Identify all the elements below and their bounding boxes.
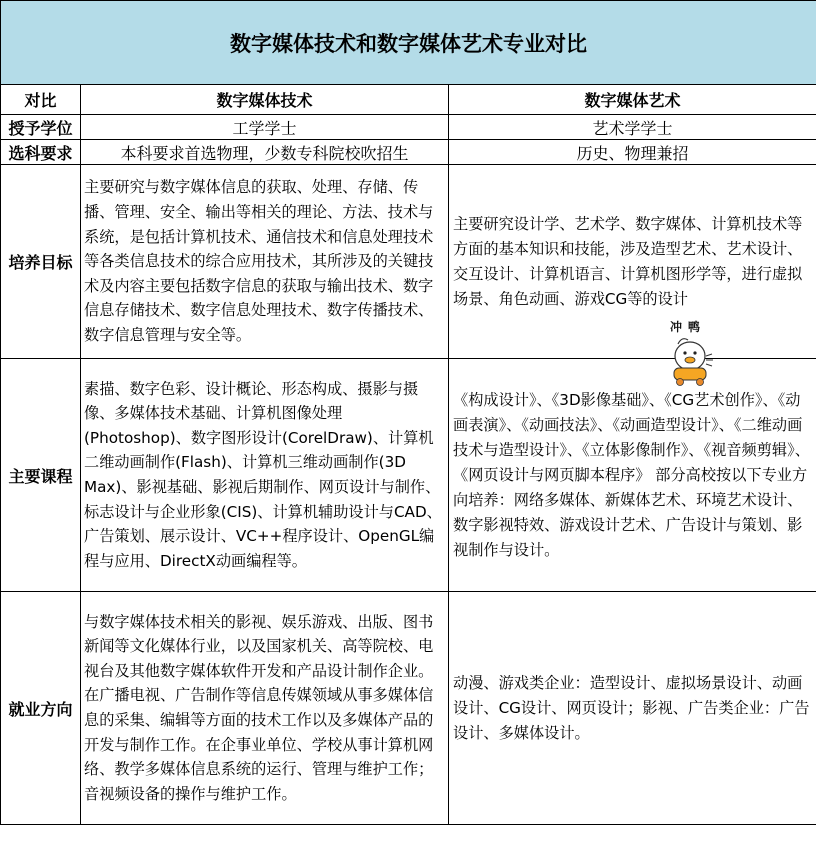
- row-label-job: 就业方向: [1, 592, 81, 825]
- goal-tech: 主要研究与数字媒体信息的获取、处理、存储、传播、管理、安全、输出等相关的理论、方法、技术与系统，是包括计算机技术、通信技术和信息处理技术等各类信息技术的综合应用技术，其所涉及的关键技术及内容主要包括数字信息的获取与输出技术、数字信息存储技术、数字信息处理技术、数字传播技术、数字信息管理与安全等。: [81, 165, 449, 359]
- table-row-degree: [1, 115, 816, 140]
- degree-art: 艺术学学士: [449, 115, 816, 140]
- sticker-text: 冲鸭: [670, 320, 707, 334]
- header-art: 数字媒体艺术: [449, 85, 816, 115]
- header-row: [1, 85, 816, 115]
- table-row-job: [1, 592, 816, 825]
- table-row-course: [1, 359, 816, 592]
- table-row-subject: [1, 140, 816, 165]
- row-label-subject: 选科要求: [1, 140, 81, 165]
- job-tech: 与数字媒体技术相关的影视、娱乐游戏、出版、图书新闻等文化媒体行业，以及国家机关、高等院校、电视台及其他数字媒体软件开发和产品设计制作企业。在广播电视、广告制作等信息传媒领域从事多媒体信息的采集、编辑等方面的技术工作以及多媒体产品的开发与制作工作。在企事业单位、学校从事计算机网络、教学多媒体信息系统的运行、管理与维护工作；音视频设备的操作与维护工作。: [81, 592, 449, 825]
- course-art: 《构成设计》、《3D影像基础》、《CG艺术创作》、《动画表演》、《动画技法》、《动画造型设计》、《二维动画技术与造型设计》、《立体影像制作》、《视音频剪辑》、《网页设计与网页脚本程序》 部分高校按以下专业方向培养：网络多媒体、新媒体艺术、环境艺术设计、数字影视特效、游戏设计艺术、广告设计与策划、影视制作与设计。: [449, 359, 816, 592]
- goal-art: 主要研究设计学、艺术学、数字媒体、计算机技术等方面的基本知识和技能，涉及造型艺术、艺术设计、交互设计、计算机语言、计算机图形学等，进行虚拟场景、角色动画、游戏CG等的设计: [449, 165, 816, 359]
- row-label-course: 主要课程: [1, 359, 81, 592]
- subject-tech: 本科要求首选物理，少数专科院校吹招生: [81, 140, 449, 165]
- duck-mascot-icon: [660, 318, 720, 388]
- job-art: 动漫、游戏类企业：造型设计、虚拟场景设计、动画设计、CG设计、网页设计；影视、广告类企业：广告设计、多媒体设计。: [449, 592, 816, 825]
- header-compare: 对比: [1, 85, 81, 115]
- subject-art: 历史、物理兼招: [449, 140, 816, 165]
- course-tech: 素描、数字色彩、设计概论、形态构成、摄影与摄像、多媒体技术基础、计算机图像处理(Photoshop)、数字图形设计(CorelDraw)、计算机二维动画制作(Flash)、计算机三维动画制作(3D Max)、影视基础、影视后期制作、网页设计与制作、标志设计与企业形象(CIS)、计算机辅助设计与CAD、广告策划、展示设计、VC++程序设计、OpenGL编程与应用、DirectX动画编程等。: [81, 359, 449, 592]
- table-title: 数字媒体技术和数字媒体艺术专业对比: [1, 1, 816, 85]
- degree-tech: 工学学士: [81, 115, 449, 140]
- row-label-degree: 授予学位: [1, 115, 81, 140]
- header-tech: 数字媒体技术: [81, 85, 449, 115]
- title-row: [1, 1, 816, 85]
- row-label-goal: 培养目标: [1, 165, 81, 359]
